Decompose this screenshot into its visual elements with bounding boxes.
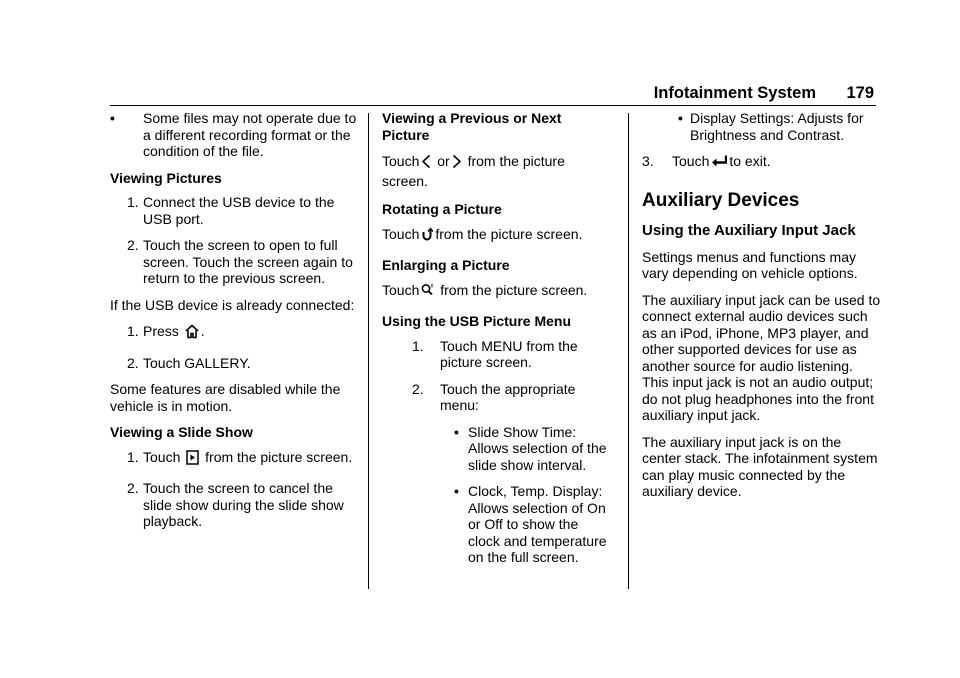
text-or: or (437, 153, 450, 169)
step-number: 2. (412, 380, 424, 397)
step-number: 2. (127, 237, 139, 253)
list-item (642, 153, 882, 173)
bullet-text: Slide Show Time: Allows selection of the slide show interval. (468, 423, 607, 473)
step-text-pre: Press (143, 323, 179, 339)
list-item (110, 194, 358, 227)
step-number: 3. (642, 153, 654, 169)
bullet-mark: • (110, 110, 115, 126)
text-pre: Touch (382, 225, 420, 242)
step-text-post: to exit. (729, 153, 771, 169)
list-item (110, 449, 358, 469)
step-text-post: from the picture screen. (205, 448, 353, 465)
prev-next-heading: Viewing a Previous or Next Picture (382, 110, 562, 143)
rotate-icon (421, 227, 433, 246)
bullet-text: Clock, Temp. Display: Allows selection of On or Off to show the clock and temperature on the full screen. (468, 483, 607, 565)
list-item (110, 480, 358, 530)
text-post: from the picture screen. (435, 225, 583, 242)
auxiliary-devices-heading: Auxiliary Devices (642, 189, 800, 211)
step-number: 1. (412, 337, 424, 354)
text-post: from the picture screen. (440, 281, 588, 298)
zoom-icon (421, 283, 434, 302)
rotating-heading: Rotating a Picture (382, 201, 502, 217)
chevron-left-icon (421, 154, 431, 173)
bullet-text: Display Settings: Adjusts for Brightness and Contrast. (690, 110, 864, 143)
step-text: Touch the screen to open to full screen. Touch the screen again to return to the previous screen. (143, 237, 353, 286)
page-header (110, 82, 876, 106)
list-item (110, 110, 358, 160)
step-text-pre: Touch (672, 153, 710, 169)
list-item (110, 237, 358, 287)
step-text-pre: Touch (143, 448, 181, 465)
text-post: from the picture screen. (382, 153, 565, 189)
text-pre: Touch (382, 281, 420, 298)
step-text: Touch the appropriate menu: (440, 380, 576, 413)
aux-jack-heading: Using the Auxiliary Input Jack (642, 221, 856, 239)
step-number: 1. (127, 323, 139, 339)
step-text-post: . (200, 323, 205, 339)
viewing-pictures-heading: Viewing Pictures (110, 169, 222, 186)
bullet-mark: • (454, 483, 459, 499)
step-text: Touch GALLERY. (143, 354, 251, 371)
column-1 (110, 110, 358, 540)
paragraph: The auxiliary input jack can be used to connect external audio devices such as an iPod, iPhone, MP3 player, and other supported devices for use as another source for audio listening. This input jack is not an audio output; do not plug headphones into the front auxiliary input jack. (642, 291, 881, 423)
paragraph: Settings menus and functions may vary depending on vehicle options. (642, 248, 858, 281)
list-item (412, 338, 612, 371)
slideshow-icon (186, 450, 199, 469)
bullet-text: Some files may not operate due to a different recording format or the condition of the file. (143, 110, 357, 159)
column-divider-left (368, 113, 369, 589)
disabled-note: Some features are disabled while the vehicle is in motion. (110, 381, 341, 414)
step-number: 2. (127, 354, 139, 371)
prev-next-text (382, 153, 612, 189)
chevron-right-icon (452, 154, 462, 173)
list-item (110, 355, 358, 372)
column-divider-right (628, 113, 629, 589)
bullet-mark: • (454, 423, 459, 440)
step-number: 2. (127, 480, 139, 496)
usb-menu-heading: Using the USB Picture Menu (382, 313, 572, 329)
paragraph: The auxiliary input jack is on the center stack. The infotainment system can play music connected by the auxiliary device. (642, 433, 878, 499)
step-number: 1. (127, 194, 139, 210)
enlarging-text (382, 282, 612, 302)
rotating-text (382, 226, 612, 246)
slide-show-heading: Viewing a Slide Show (110, 424, 253, 440)
step-text: Touch the screen to cancel the slide show during the slide show playback. (143, 480, 344, 529)
section-title: Infotainment System (653, 84, 816, 102)
list-item (110, 323, 358, 343)
bullet-mark: • (678, 110, 683, 126)
text-pre: Touch (382, 153, 420, 169)
list-item (412, 483, 612, 566)
back-icon (711, 154, 727, 173)
column-3 (642, 110, 882, 510)
enlarging-heading: Enlarging a Picture (382, 257, 510, 273)
step-text: Touch MENU from the picture screen. (440, 337, 578, 370)
list-item (412, 424, 612, 474)
column-2 (382, 110, 612, 576)
step-text: Connect the USB device to the USB port. (143, 194, 335, 227)
home-icon (185, 324, 199, 343)
list-item (642, 110, 882, 143)
already-connected-text: If the USB device is already connected: (110, 296, 355, 313)
page-number: 179 (846, 84, 874, 102)
list-item (412, 381, 612, 414)
header-rule (110, 105, 876, 106)
step-number: 1. (127, 448, 139, 465)
